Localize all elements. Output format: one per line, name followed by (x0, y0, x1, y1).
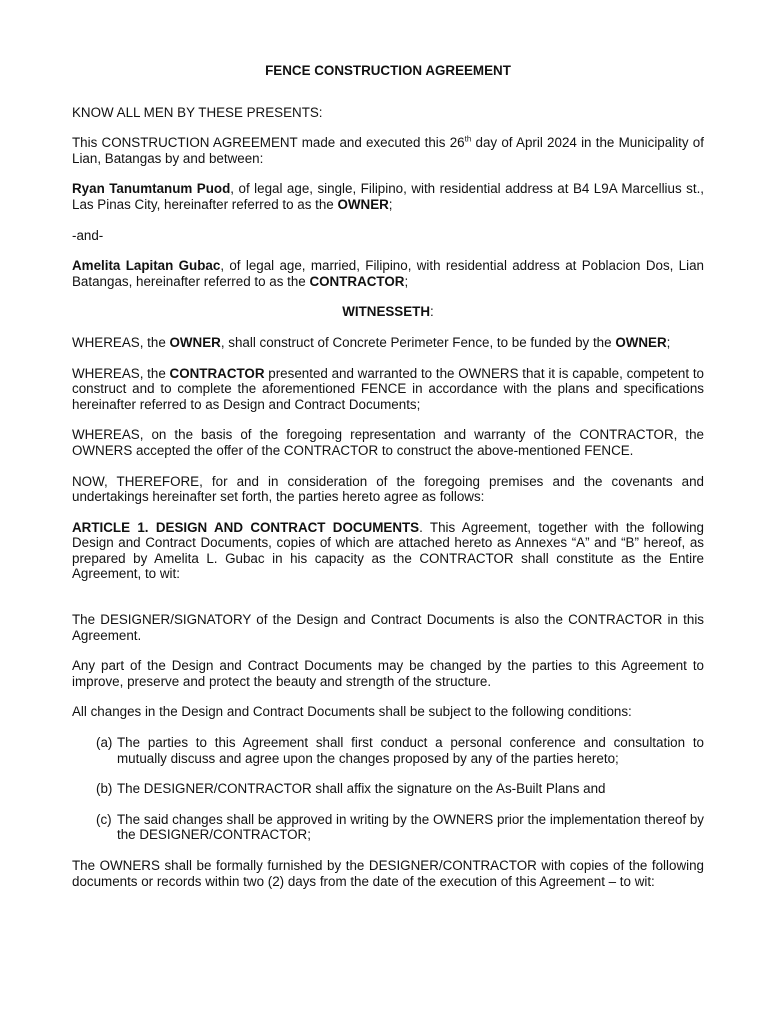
whereas2-part-c: presented and warranted to the OWNERS that it is capable, competent to construct and to complete the aforementioned FENCE in accordance with the plans and specifications hereinafter referred to as Design and Contract Documents; (72, 365, 705, 412)
whereas2-part-a: WHEREAS, the (72, 365, 170, 381)
contractor-end: ; (404, 273, 409, 289)
intro-text-before: This CONSTRUCTION AGREEMENT made and executed this 26 (72, 135, 465, 151)
contractor-name: Amelita Lapitan Gubac (72, 258, 221, 274)
list-marker: (c) (96, 811, 112, 827)
list-item (72, 812, 704, 843)
owner-end: ; (388, 196, 393, 212)
witnesseth-label: WITNESSETH (342, 304, 431, 320)
intro-paragraph (72, 135, 704, 166)
list-item (72, 781, 704, 797)
change-paragraph: Any part of the Design and Contract Documents may be changed by the parties to this Agreement to improve, preserve and protect the beauty and strength of the structure. (72, 658, 704, 689)
whereas1-part-a: WHEREAS, the (72, 334, 170, 350)
list-item-text: The parties to this Agreement shall first conduct a personal conference and consultation to mutually discuss and agree upon the changes proposed by any of the parties hereto; (117, 735, 704, 766)
whereas1-owner-2: OWNER (615, 334, 667, 350)
list-item (72, 735, 704, 766)
owner-details: , of legal age, single, Filipino, with residential address at B4 L9A Marcellius st., Las Pinas City, hereinafter referred to as the (72, 181, 705, 212)
salutation: KNOW ALL MEN BY THESE PRESENTS: (72, 104, 323, 120)
owner-name: Ryan Tanumtanum Puod (72, 181, 231, 197)
intro-text-after: day of April 2024 in the Municipality of Lian, Batangas by and between: (72, 135, 704, 166)
intro-ordinal-suffix: th (464, 134, 472, 144)
whereas-paragraph-3: WHEREAS, on the basis of the foregoing representation and warranty of the CONTRACTOR, the OWNERS accepted the offer of the CONTRACTOR to construct the above-mentioned FENCE. (72, 427, 704, 458)
list-marker: (b) (96, 781, 113, 797)
list-item-text: The said changes shall be approved in writing by the OWNERS prior the implementation thereof by the DESIGNER/CONTRACTOR; (117, 811, 704, 843)
furnish-paragraph: The OWNERS shall be formally furnished by the DESIGNER/CONTRACTOR with copies of the following documents or records within two (2) days from the date of the execution of this Agreement – to wit: (72, 858, 704, 889)
witnesseth-colon: : (430, 304, 434, 320)
whereas-paragraph-2 (72, 366, 704, 413)
and-separator: -and- (72, 227, 104, 243)
contractor-role: CONTRACTOR (309, 273, 405, 289)
contractor-party-paragraph (72, 258, 704, 289)
designer-paragraph: The DESIGNER/SIGNATORY of the Design and Contract Documents is also the CONTRACTOR in this Agreement. (72, 612, 704, 643)
now-therefore-paragraph: NOW, THEREFORE, for and in consideration of the foregoing premises and the covenants and undertakings hereinafter set forth, the parties hereto agree as follows: (72, 473, 704, 505)
document-title: FENCE CONSTRUCTION AGREEMENT (265, 63, 511, 78)
whereas1-end: ; (666, 334, 671, 350)
list-item-text: The DESIGNER/CONTRACTOR shall affix the signature on the As-Built Plans and (117, 781, 606, 797)
article-1-paragraph (72, 520, 704, 582)
conditions-paragraph: All changes in the Design and Contract Documents shall be subject to the following conditions: (72, 704, 632, 720)
list-marker: (a) (96, 735, 113, 751)
article-1-heading: ARTICLE 1. DESIGN AND CONTRACT DOCUMENTS (72, 519, 420, 535)
owner-role: OWNER (337, 196, 389, 212)
whereas1-owner: OWNER (169, 334, 221, 350)
article-1-body: . This Agreement, together with the following Design and Contract Documents, copies of which are attached hereto as Annexes “A” and “B” hereof, as prepared by Amelita L. Gubac in his capacity as the CONTRACTOR shall constitute as the Entire Agreement, to wit: (72, 519, 704, 582)
whereas2-contractor: CONTRACTOR (169, 365, 265, 381)
owner-party-paragraph (72, 181, 704, 212)
conditions-list (72, 735, 704, 843)
whereas-paragraph-1 (72, 335, 704, 351)
whereas1-part-c: , shall construct of Concrete Perimeter Fence, to be funded by the (220, 334, 616, 350)
witnesseth-heading (72, 304, 704, 320)
contractor-details: , of legal age, married, Filipino, with residential address at Poblacion Dos, Lian Batangas, hereinafter referred to as the (72, 258, 704, 289)
